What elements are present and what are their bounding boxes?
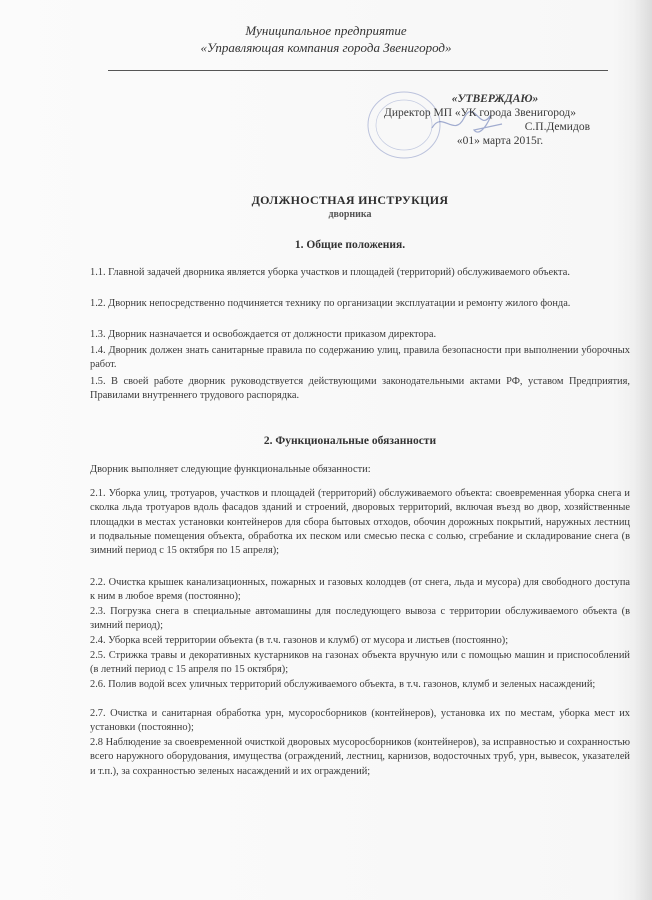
paragraph-1-1: 1.1. Главной задачей дворника является уборка участков и площадей (территорий) обслуживаемого объекта. bbox=[90, 267, 570, 278]
approval-block bbox=[360, 92, 600, 148]
paragraph-2-2: 2.2. Очистка крышек канализационных, пожарных и газовых колодцев (от снега, льда и мусора) для свободного доступа к ним в любое время (постоянно); bbox=[90, 577, 630, 603]
paragraph-2-3: 2.3. Погрузка снега в специальные автомашины для последующего вывоза с территории обслуживаемого объекта (в зимний период); bbox=[90, 606, 630, 632]
paragraph-2-5: 2.5. Стрижка травы и декоративных кустарников на газонах объекта вручную или с помощью машин и приспособлений (в летний период с 15 апреля по 15 октября); bbox=[90, 650, 630, 676]
header-divider bbox=[108, 70, 608, 71]
approval-title: «УТВЕРЖДАЮ» bbox=[451, 93, 539, 105]
paragraph-2-7: 2.7. Очистка и санитарная обработка урн, мусоросборников (контейнеров), установка их по местам, уборка мест их установки (постоянно); bbox=[90, 708, 630, 734]
paragraph-1-4: 1.4. Дворник должен знать санитарные правила по содержанию улиц, правила безопасности при выполнении уборочных работ. bbox=[90, 345, 630, 371]
org-line-1: Муниципальное предприятие bbox=[245, 23, 407, 38]
paragraph-1-5: 1.5. В своей работе дворник руководствуется действующими законодательными актами РФ, уставом Предприятия, Правилами внутреннего трудового распорядка. bbox=[90, 376, 630, 402]
document-title: ДОЛЖНОСТНАЯ ИНСТРУКЦИЯ bbox=[251, 193, 449, 207]
org-line-2: «Управляющая компания города Звенигород» bbox=[200, 40, 452, 55]
approval-date: «01» марта 2015г. bbox=[456, 135, 544, 147]
organization-header bbox=[0, 22, 652, 56]
paragraph-2-4: 2.4. Уборка всей территории объекта (в т.ч. газонов и клумб) от мусора и листьев (постоянно); bbox=[90, 635, 509, 646]
page-edge-shadow bbox=[634, 0, 652, 900]
document-subtitle: дворника bbox=[328, 209, 372, 220]
paragraph-2-8: 2.8 Наблюдение за своевременной очисткой дворовых мусоросборников (контейнеров), за исправностью и сохранностью всего наружного оборудования, имущества (ограждений, лестниц, карнизов, водосточных труб, урн, вывесок, указателей и т.п.), за сохранностью зеленых насаждений и их ограждений; bbox=[90, 737, 630, 777]
section-1-heading: 1. Общие положения. bbox=[294, 239, 406, 251]
approval-position: Директор МП «УК города Звенигород» bbox=[383, 107, 577, 119]
approval-name: С.П.Демидов bbox=[524, 121, 590, 133]
paragraph-2-6: 2.6. Полив водой всех уличных территорий обслуживаемого объекта, в т.ч. газонов, клумб и зеленых насаждений; bbox=[90, 679, 596, 690]
paragraph-2-1: 2.1. Уборка улиц, тротуаров, участков и площадей (территорий) обслуживаемого объекта: своевременная уборка снега и сколка льда тротуаров вдоль фасадов зданий и строений, дворовых территорий, включая въезд во двор, хозяйственные площадки в местах установки контейнеров для сбора бытовых отходов, обочин дорожных покрытий, наружных лестниц и подвальные помещения объекта, обработка их песком или смесью песка с солью, сгребание и складирование снега (в зимний период с 15 октября по 15 апреля); bbox=[90, 488, 630, 557]
paragraph-1-2: 1.2. Дворник непосредственно подчиняется технику по организации эксплуатации и ремонту жилого фонда. bbox=[90, 298, 571, 309]
section-2-intro: Дворник выполняет следующие функциональные обязанности: bbox=[90, 464, 371, 475]
paragraph-1-3: 1.3. Дворник назначается и освобождается от должности приказом директора. bbox=[90, 329, 437, 340]
section-2-heading: 2. Функциональные обязанности bbox=[263, 435, 437, 447]
